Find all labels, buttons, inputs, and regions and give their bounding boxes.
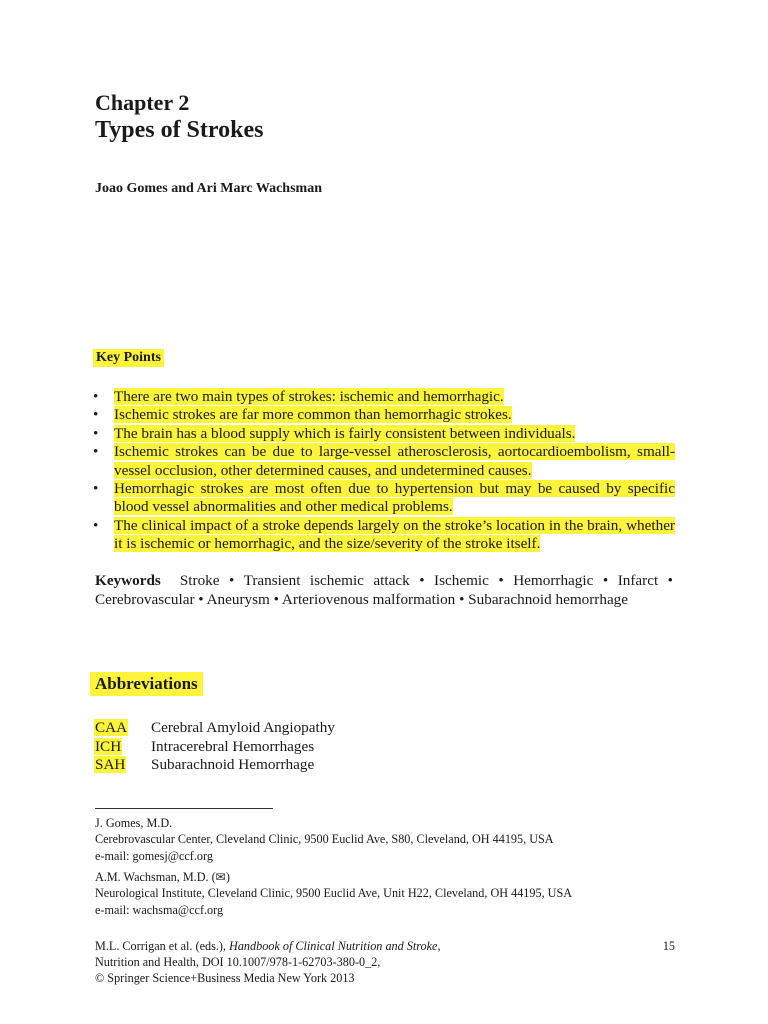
page-number: 15: [662, 939, 675, 953]
key-point-item: [93, 517, 675, 554]
footer-series-doi: Nutrition and Health, DOI 10.1007/978-1-62703-380-0_2,: [95, 955, 381, 969]
abbreviation-code: ICH: [95, 737, 122, 755]
key-point-text: The clinical impact of a stroke depends largely on the stroke’s location in the brain, whether it is ischemic or hemorrhagic, and the size/severity of the stroke itself.: [114, 516, 675, 553]
footnote-divider: [95, 808, 273, 809]
footer-book-suffix: ,: [437, 939, 441, 953]
abbreviation-row: [94, 738, 335, 757]
key-point-text: Ischemic strokes can be due to large-vessel atherosclerosis, aortocardioembolism, small-vessel occlusion, other determined causes, and undetermined causes.: [114, 443, 675, 479]
affiliation-name: J. Gomes, M.D.: [95, 816, 173, 830]
key-point-item: [93, 480, 675, 517]
affiliation-gomes: [95, 815, 685, 864]
key-points-heading: Key Points: [93, 349, 164, 367]
chapter-number: Chapter 2: [95, 90, 190, 115]
abbreviations-list: [94, 719, 335, 775]
citation-footer: [95, 938, 675, 986]
abbreviations-heading: Abbreviations: [90, 672, 203, 696]
abbreviation-meaning: Cerebral Amyloid Angiopathy: [151, 719, 335, 736]
footer-copyright: © Springer Science+Business Media New York 2013: [95, 971, 355, 985]
abbreviation-code: SAH: [95, 756, 126, 773]
key-point-item: [93, 388, 675, 406]
key-point-item: [93, 425, 675, 443]
key-point-text: The brain has a blood supply which is fairly consistent between individuals.: [114, 424, 576, 442]
affiliation-institution: Cerebrovascular Center, Cleveland Clinic, 9500 Euclid Ave, S80, Cleveland, OH 44195, USA: [95, 832, 554, 847]
abbreviation-row: [94, 719, 335, 738]
abbreviation-meaning: Subarachnoid Hemorrhage: [151, 756, 315, 773]
key-point-text: Hemorrhagic strokes are most often due to hypertension but may be caused by specific blood vessel abnormalities and other medical problems.: [114, 480, 675, 516]
affiliation-name: A.M. Wachsman, M.D. (✉): [95, 870, 230, 884]
key-point-text: Ischemic strokes are far more common than hemorrhagic strokes.: [114, 406, 512, 424]
affiliation-institution: Neurological Institute, Cleveland Clinic, 9500 Euclid Ave, Unit H22, Cleveland, OH 44195, USA: [95, 886, 573, 901]
footer-editors: M.L. Corrigan et al. (eds.),: [95, 939, 226, 953]
keywords-label: Keywords: [95, 572, 161, 589]
key-points-list: [93, 388, 675, 554]
abbreviation-row: [94, 756, 335, 775]
affiliation-wachsman: [95, 869, 685, 918]
keywords-paragraph: [95, 571, 673, 609]
chapter-authors: Joao Gomes and Ari Marc Wachsman: [95, 181, 322, 196]
key-point-text: There are two main types of strokes: ischemic and hemorrhagic.: [114, 388, 504, 405]
abbreviation-code: CAA: [95, 719, 128, 736]
chapter-title: Types of Strokes: [95, 117, 264, 143]
footer-book-title: Handbook of Clinical Nutrition and Stroke: [229, 939, 438, 953]
abbreviation-meaning: Intracerebral Hemorrhages: [151, 737, 315, 755]
key-point-item: [93, 443, 675, 480]
keywords-text: Stroke • Transient ischemic attack • Ischemic • Hemorrhagic • Infarct • Cerebrovascular • Aneurysm • Arteriovenous malformation • Subarachnoid hemorrhage: [95, 572, 673, 608]
affiliation-email: e-mail: wachsma@ccf.org: [95, 902, 224, 917]
key-point-item: [93, 406, 675, 424]
affiliation-email: e-mail: gomesj@ccf.org: [95, 848, 213, 863]
